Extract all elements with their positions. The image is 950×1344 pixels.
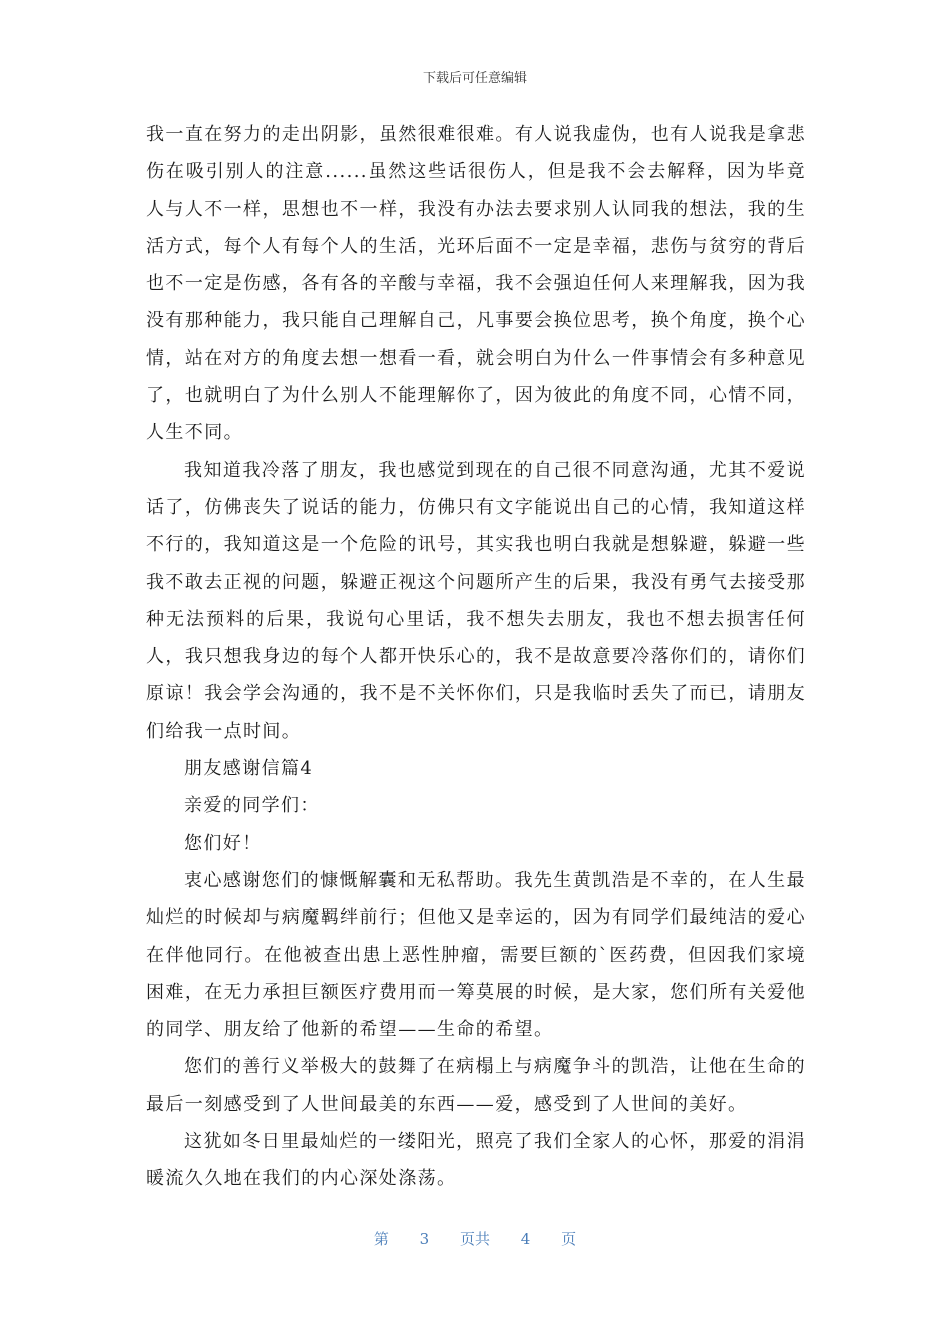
document-body [146, 116, 806, 1198]
footer-middle: 页共 [459, 1230, 490, 1248]
paragraph: 我知道我冷落了朋友，我也感觉到现在的自己很不同意沟通，尤其不爱说话了，仿佛丧失了说话的能力，仿佛只有文字能说出自己的心情，我知道这样不行的，我知道这是一个危险的讯号，其实我也明白我就是想躲避，躲避一些我不敢去正视的问题，躲避正视这个问题所产生的后果，我没有勇气去接受那种无法预料的后果，我说句心里话，我不想失去朋友，我也不想去损害任何人，我只想我身边的每个人都开快乐心的，我不是故意要冷落你们的，请你们原谅！我会学会沟通的，我不是不关怀你们，只是我临时丢失了而已，请朋友们给我一点时间。 [146, 459, 806, 742]
footer-suffix: 页 [561, 1230, 577, 1248]
paragraph: 衷心感谢您们的慷慨解囊和无私帮助。我先生黄凯浩是不幸的，在人生最灿烂的时候却与病魔羁绊前行；但他又是幸运的，因为有同学们最纯洁的爱心在伴他同行。在他被查出患上恶性肿瘤，需要巨额的`医药费，但因我们家境困难，在无力承担巨额医疗费用而一筹莫展的时候，是大家，您们所有关爱他的同学、朋友给了他新的希望——生命的希望。 [146, 869, 806, 1041]
section-heading: 朋友感谢信篇4 [184, 758, 314, 780]
paragraph: 您们的善行义举极大的鼓舞了在病榻上与病魔争斗的凯浩，让他在生命的最后一刻感受到了人世间最美的东西——爱，感受到了人世间的美好。 [146, 1056, 806, 1115]
footer-current-page: 3 [419, 1230, 430, 1248]
footer-prefix: 第 [373, 1230, 389, 1248]
paragraph: 这犹如冬日里最灿烂的一缕阳光，照亮了我们全家人的心怀，那爱的涓涓暖流久久地在我们的内心深处涤荡。 [146, 1131, 806, 1190]
salutation: 亲爱的同学们： [184, 795, 320, 817]
page-header: 下载后可任意编辑 [422, 71, 527, 86]
page-footer [0, 1228, 950, 1249]
greeting: 您们好！ [184, 832, 262, 854]
paragraph: 我一直在努力的走出阴影，虽然很难很难。有人说我虚伪，也有人说我是拿悲伤在吸引别人的注意......虽然这些话很伤人，但是我不会去解释，因为毕竟人与人不一样，思想也不一样，我没有办法去要求别人认同我的想法，我的生活方式，每个人有每个人的生活，光环后面不一定是幸福，悲伤与贫穷的背后也不一定是伤感，各有各的辛酸与幸福，我不会强迫任何人来理解我，因为我没有那种能力，我只能自己理解自己，凡事要会换位思考，换个角度，换个心情，站在对方的角度去想一想看一看，就会明白为什么一件事情会有多种意见了，也就明白了为什么别人不能理解你了，因为彼此的角度不同，心情不同，人生不同。 [146, 124, 806, 444]
footer-total-pages: 4 [520, 1230, 531, 1248]
